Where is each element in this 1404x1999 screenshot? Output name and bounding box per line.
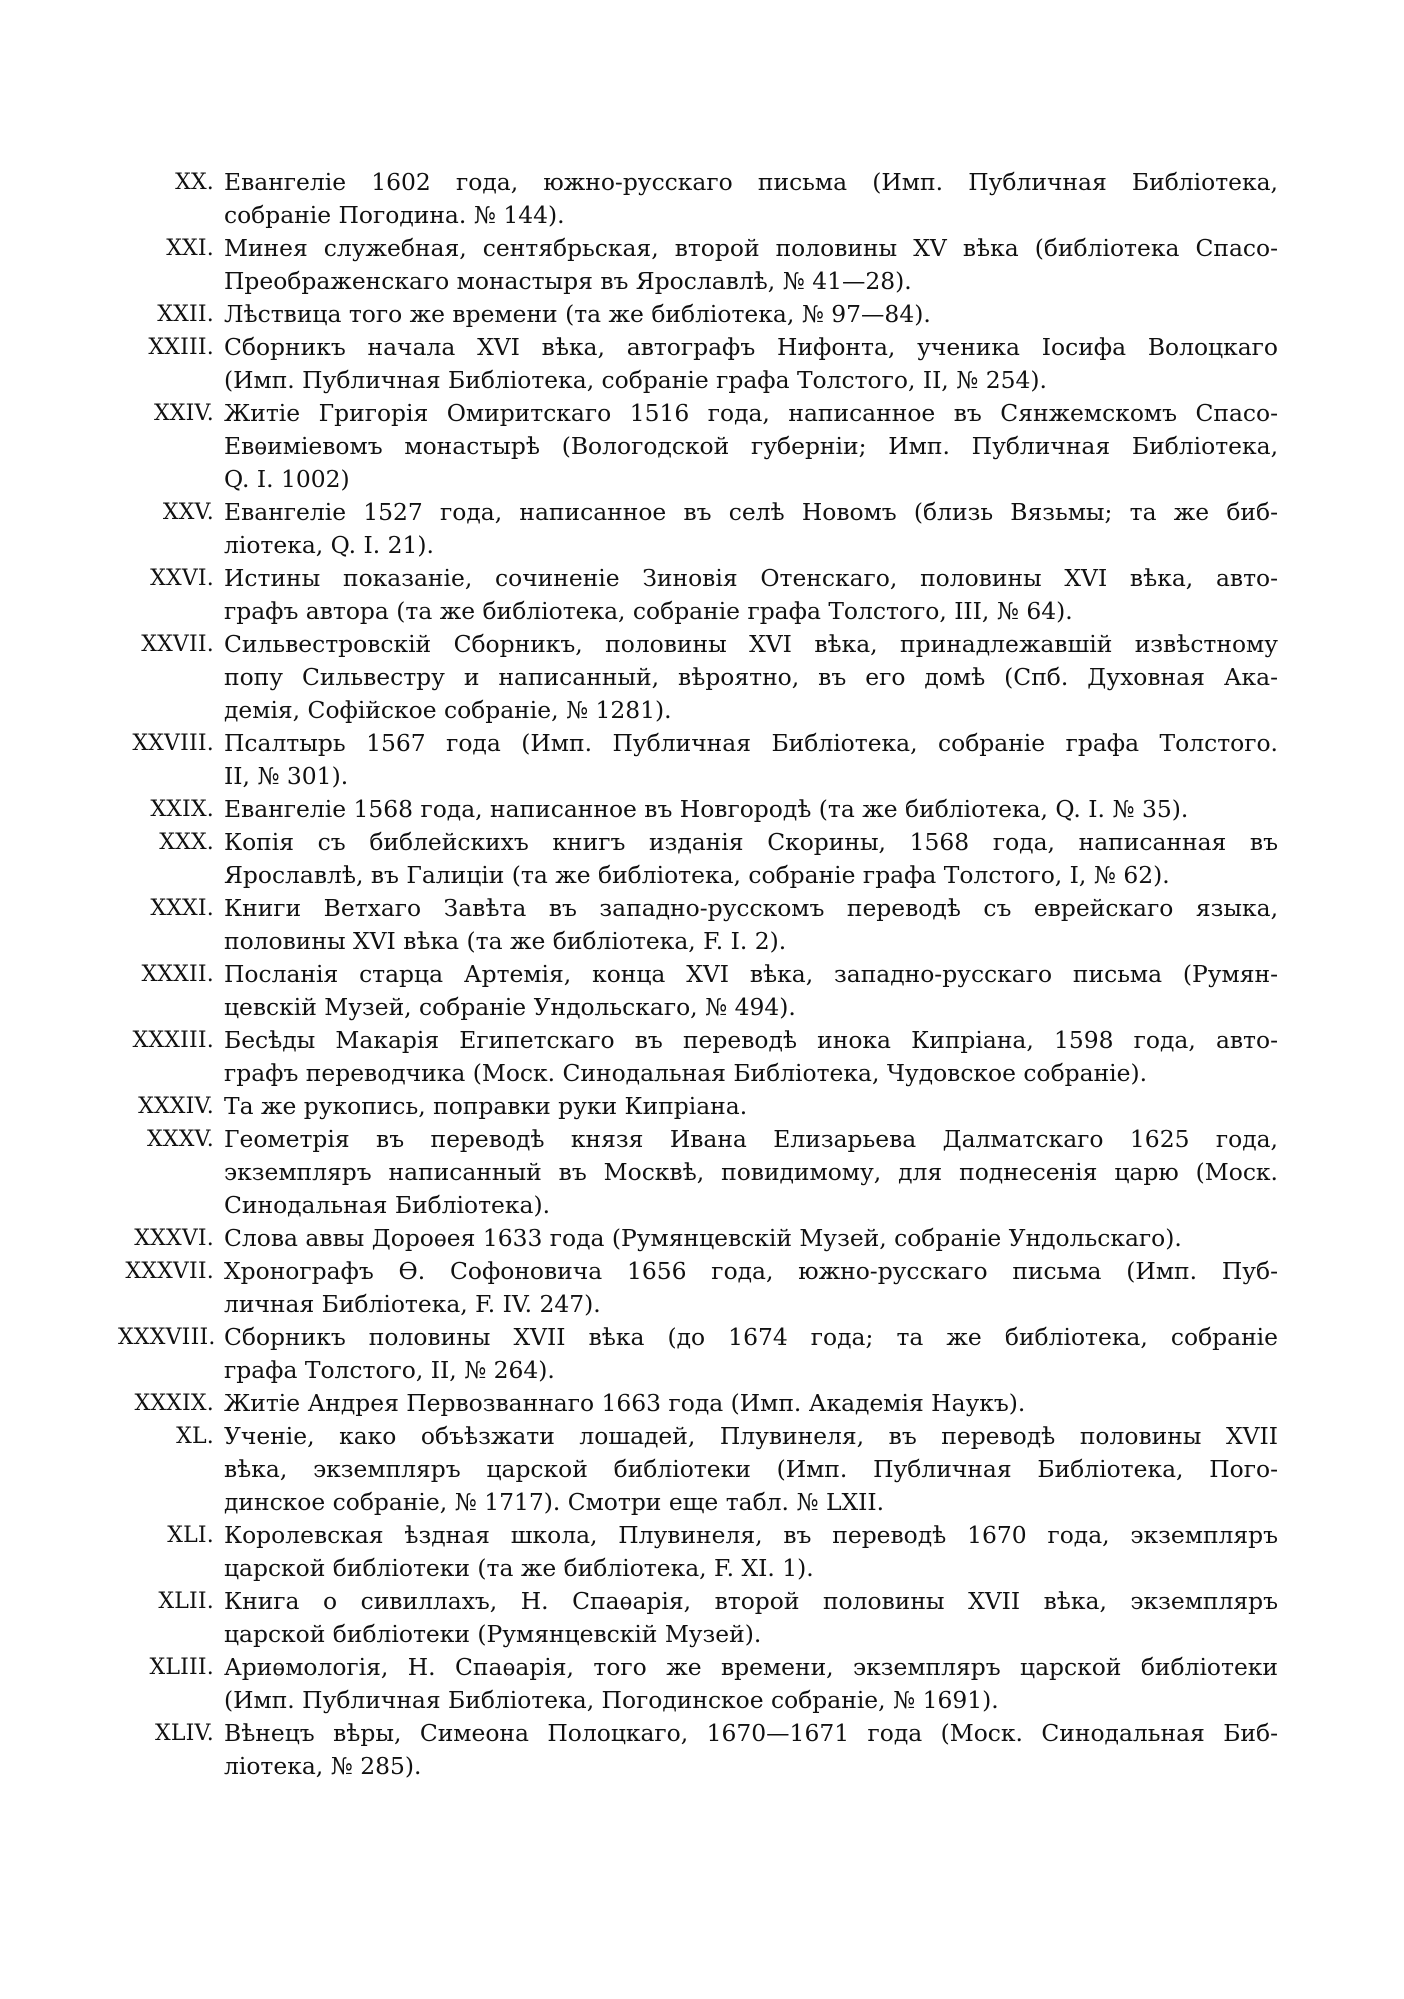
entry-line: Та же рукопись, поправки руки Кипріана. — [224, 1092, 748, 1120]
entry-line: Копія съ библейскихъ книгъ изданія Скорины, 1568 года, написанная въ — [224, 828, 1278, 856]
entry-numeral: XXXVIII. — [118, 1325, 216, 1350]
entry-line: Евѳиміевомъ монастырѣ (Вологодской губерніи; Имп. Публичная Библіотека, — [224, 432, 1278, 460]
manuscript-entry — [118, 1717, 1278, 1783]
manuscript-entry — [118, 1519, 1278, 1585]
manuscript-entry — [118, 1024, 1278, 1090]
entry-line: демія, Софійское собраніе, № 1281). — [224, 696, 672, 724]
entry-line: Вѣнецъ вѣры, Симеона Полоцкаго, 1670—1671 года (Моск. Синодальная Биб- — [224, 1719, 1278, 1747]
entry-line: экземпляръ написанный въ Москвѣ, повидимому, для поднесенія царю (Моск. — [224, 1158, 1278, 1186]
entry-numeral: XXVIII. — [132, 731, 214, 756]
manuscript-entry — [118, 727, 1278, 793]
manuscript-entry — [118, 1255, 1278, 1321]
entry-line: собраніе Погодина. № 144). — [224, 201, 565, 229]
entry-description — [224, 1717, 1278, 1783]
manuscript-entry — [118, 298, 1278, 331]
manuscript-entry — [118, 1585, 1278, 1651]
manuscript-entry — [118, 1420, 1278, 1519]
entry-line: Посланія старца Артемія, конца XVI вѣка, западно-русскаго письма (Румян- — [224, 960, 1278, 988]
entry-line: вѣка, экземпляръ царской библіотеки (Имп. Публичная Библіотека, Пого- — [224, 1455, 1278, 1483]
entry-line: Слова аввы Дороѳея 1633 года (Румянцевскій Музей, собраніе Ундольскаго). — [224, 1224, 1182, 1252]
manuscript-entry — [118, 1651, 1278, 1717]
manuscript-entry — [118, 397, 1278, 496]
entry-numeral: XL. — [176, 1424, 214, 1449]
manuscript-entry — [118, 1222, 1278, 1255]
entry-line: Ярославлѣ, въ Галиціи (та же библіотека, собраніе графа Толстого, I, № 62). — [224, 861, 1170, 889]
entry-line: Q. I. 1002) — [224, 465, 350, 493]
entry-line: графъ автора (та же библіотека, собраніе графа Толстого, III, № 64). — [224, 597, 1073, 625]
entry-line: Ученіе, како объѣзжати лошадей, Плувинеля, въ переводѣ половины XVII — [224, 1422, 1278, 1450]
entry-numeral: XXXII. — [141, 962, 214, 987]
entry-line: Синодальная Библіотека). — [224, 1191, 551, 1219]
entry-line: Евангеліе 1602 года, южно-русскаго письма (Имп. Публичная Библіотека, — [224, 168, 1278, 196]
entry-numeral: XXIII. — [148, 335, 214, 360]
entry-description — [224, 562, 1278, 628]
manuscript-entry — [118, 958, 1278, 1024]
entry-description — [224, 397, 1278, 496]
entry-line: цевскій Музей, собраніе Ундольскаго, № 494). — [224, 993, 796, 1021]
manuscript-entry — [118, 628, 1278, 727]
entry-line: Сборникъ начала XVI вѣка, автографъ Нифонта, ученика Іосифа Волоцкаго — [224, 333, 1278, 361]
entry-description — [224, 727, 1278, 793]
manuscript-entry — [118, 793, 1278, 826]
entry-description — [224, 331, 1278, 397]
entry-line: половины XVI вѣка (та же библіотека, F. I. 2). — [224, 927, 787, 955]
entry-line: Истины показаніе, сочиненіе Зиновія Отенскаго, половины XVI вѣка, авто- — [224, 564, 1278, 592]
entry-numeral: XXII. — [157, 302, 214, 327]
entry-line: динское собраніе, № 1717). Смотри еще табл. № LXII. — [224, 1488, 885, 1516]
entry-line: Книги Ветхаго Завѣта въ западно-русскомъ переводѣ съ еврейскаго языка, — [224, 894, 1278, 922]
entry-line: (Имп. Публичная Библіотека, Погодинское собраніе, № 1691). — [224, 1686, 999, 1714]
entry-line: Сильвестровскій Сборникъ, половины XVI вѣка, принадлежавшій извѣстному — [224, 630, 1278, 658]
entry-description — [224, 1321, 1278, 1387]
entry-line: Минея служебная, сентябрьская, второй половины XV вѣка (библіотека Спасо- — [224, 234, 1278, 262]
entry-numeral: XXXVI. — [134, 1226, 214, 1251]
manuscript-entry — [118, 892, 1278, 958]
entry-numeral: XX. — [175, 170, 214, 195]
entry-line: Книга о сивиллахъ, Н. Спаѳарія, второй половины XVII вѣка, экземпляръ — [224, 1587, 1278, 1615]
entry-numeral: XXXIX. — [134, 1391, 214, 1416]
entry-numeral: XXIV. — [153, 401, 214, 426]
entry-description — [224, 1420, 1278, 1519]
entry-line: Лѣствица того же времени (та же библіотека, № 97—84). — [224, 300, 931, 328]
entry-description — [224, 892, 1278, 958]
entry-numeral: XXVI. — [150, 566, 214, 591]
entry-numeral: XLIV. — [155, 1721, 214, 1746]
entry-numeral: XXIX. — [150, 797, 214, 822]
entry-line: Сборникъ половины XVII вѣка (до 1674 года; та же библіотека, собраніе — [224, 1323, 1278, 1351]
entry-description — [224, 628, 1278, 727]
entry-numeral: XXX. — [159, 830, 214, 855]
entry-description — [224, 1519, 1278, 1585]
entry-line: Житіе Андрея Первозваннаго 1663 года (Имп. Академія Наукъ). — [224, 1389, 1026, 1417]
entry-line: Хронографъ Ѳ. Софоновича 1656 года, южно-русскаго письма (Имп. Пуб- — [224, 1257, 1278, 1285]
entry-description — [224, 166, 1278, 232]
entry-numeral: XXXVII. — [125, 1259, 214, 1284]
entry-numeral: XLIII. — [149, 1655, 214, 1680]
manuscript-entry — [118, 1123, 1278, 1222]
entry-line: царской библіотеки (та же библіотека, F. XI. 1). — [224, 1554, 814, 1582]
entry-line: графа Толстого, II, № 264). — [224, 1356, 555, 1384]
entry-numeral: XXXV. — [146, 1127, 214, 1152]
entry-line: (Имп. Публичная Библіотека, собраніе графа Толстого, II, № 254). — [224, 366, 1047, 394]
entry-description — [224, 793, 1278, 826]
manuscript-entry — [118, 166, 1278, 232]
entry-description — [224, 1090, 1278, 1123]
entry-line: ліотека, № 285). — [224, 1752, 422, 1780]
entry-numeral: XXXIV. — [138, 1094, 214, 1119]
entry-description — [224, 1585, 1278, 1651]
entry-line: Геометрія въ переводѣ князя Ивана Елизарьева Далматскаго 1625 года, — [224, 1125, 1278, 1153]
entry-numeral: XXXI. — [150, 896, 214, 921]
manuscript-entry — [118, 331, 1278, 397]
entry-description — [224, 496, 1278, 562]
entry-numeral: XXVII. — [141, 632, 214, 657]
entry-numeral: XLI. — [167, 1523, 214, 1548]
entry-description — [224, 1387, 1278, 1420]
manuscript-entry-list — [118, 166, 1278, 1783]
manuscript-entry — [118, 232, 1278, 298]
entry-line: Королевская ѣздная школа, Плувинеля, въ переводѣ 1670 года, экземпляръ — [224, 1521, 1278, 1549]
manuscript-entry — [118, 1321, 1278, 1387]
entry-line: Житіе Григорія Омиритскаго 1516 года, написанное въ Сянжемскомъ Спасо- — [224, 399, 1278, 427]
entry-line: графъ переводчика (Моск. Синодальная Библіотека, Чудовское собраніе). — [224, 1059, 1148, 1087]
entry-description — [224, 1024, 1278, 1090]
entry-line: Бесѣды Макарія Египетскаго въ переводѣ инока Кипріана, 1598 года, авто- — [224, 1026, 1278, 1054]
entry-numeral: XXXIII. — [132, 1028, 214, 1053]
entry-line: II, № 301). — [224, 762, 349, 790]
manuscript-entry — [118, 1387, 1278, 1420]
entry-description — [224, 1123, 1278, 1222]
manuscript-entry — [118, 562, 1278, 628]
entry-description — [224, 232, 1278, 298]
entry-line: Евангеліе 1568 года, написанное въ Новгородѣ (та же библіотека, Q. I. № 35). — [224, 795, 1189, 823]
entry-description — [224, 826, 1278, 892]
entry-numeral: XXV. — [162, 500, 214, 525]
manuscript-entry — [118, 496, 1278, 562]
entry-description — [224, 1222, 1278, 1255]
entry-line: Евангеліе 1527 года, написанное въ селѣ Новомъ (близь Вязьмы; та же биб- — [224, 498, 1278, 526]
entry-line: ліотека, Q. I. 21). — [224, 531, 434, 559]
manuscript-entry — [118, 826, 1278, 892]
entry-line: личная Библіотека, F. IV. 247). — [224, 1290, 601, 1318]
entry-numeral: XXI. — [166, 236, 214, 261]
manuscript-entry — [118, 1090, 1278, 1123]
entry-line: Псалтырь 1567 года (Имп. Публичная Библіотека, собраніе графа Толстого. — [224, 729, 1278, 757]
entry-line: попу Сильвестру и написанный, вѣроятно, въ его домѣ (Спб. Духовная Ака- — [224, 663, 1278, 691]
entry-numeral: XLII. — [158, 1589, 214, 1614]
entry-description — [224, 958, 1278, 1024]
entry-description — [224, 298, 1278, 331]
entry-description — [224, 1255, 1278, 1321]
entry-line: Преображенскаго монастыря въ Ярославлѣ, № 41—28). — [224, 267, 912, 295]
entry-line: царской библіотеки (Румянцевскій Музей). — [224, 1620, 762, 1648]
entry-description — [224, 1651, 1278, 1717]
entry-line: Ариѳмологія, Н. Спаѳарія, того же времени, экземпляръ царской библіотеки — [224, 1653, 1278, 1681]
